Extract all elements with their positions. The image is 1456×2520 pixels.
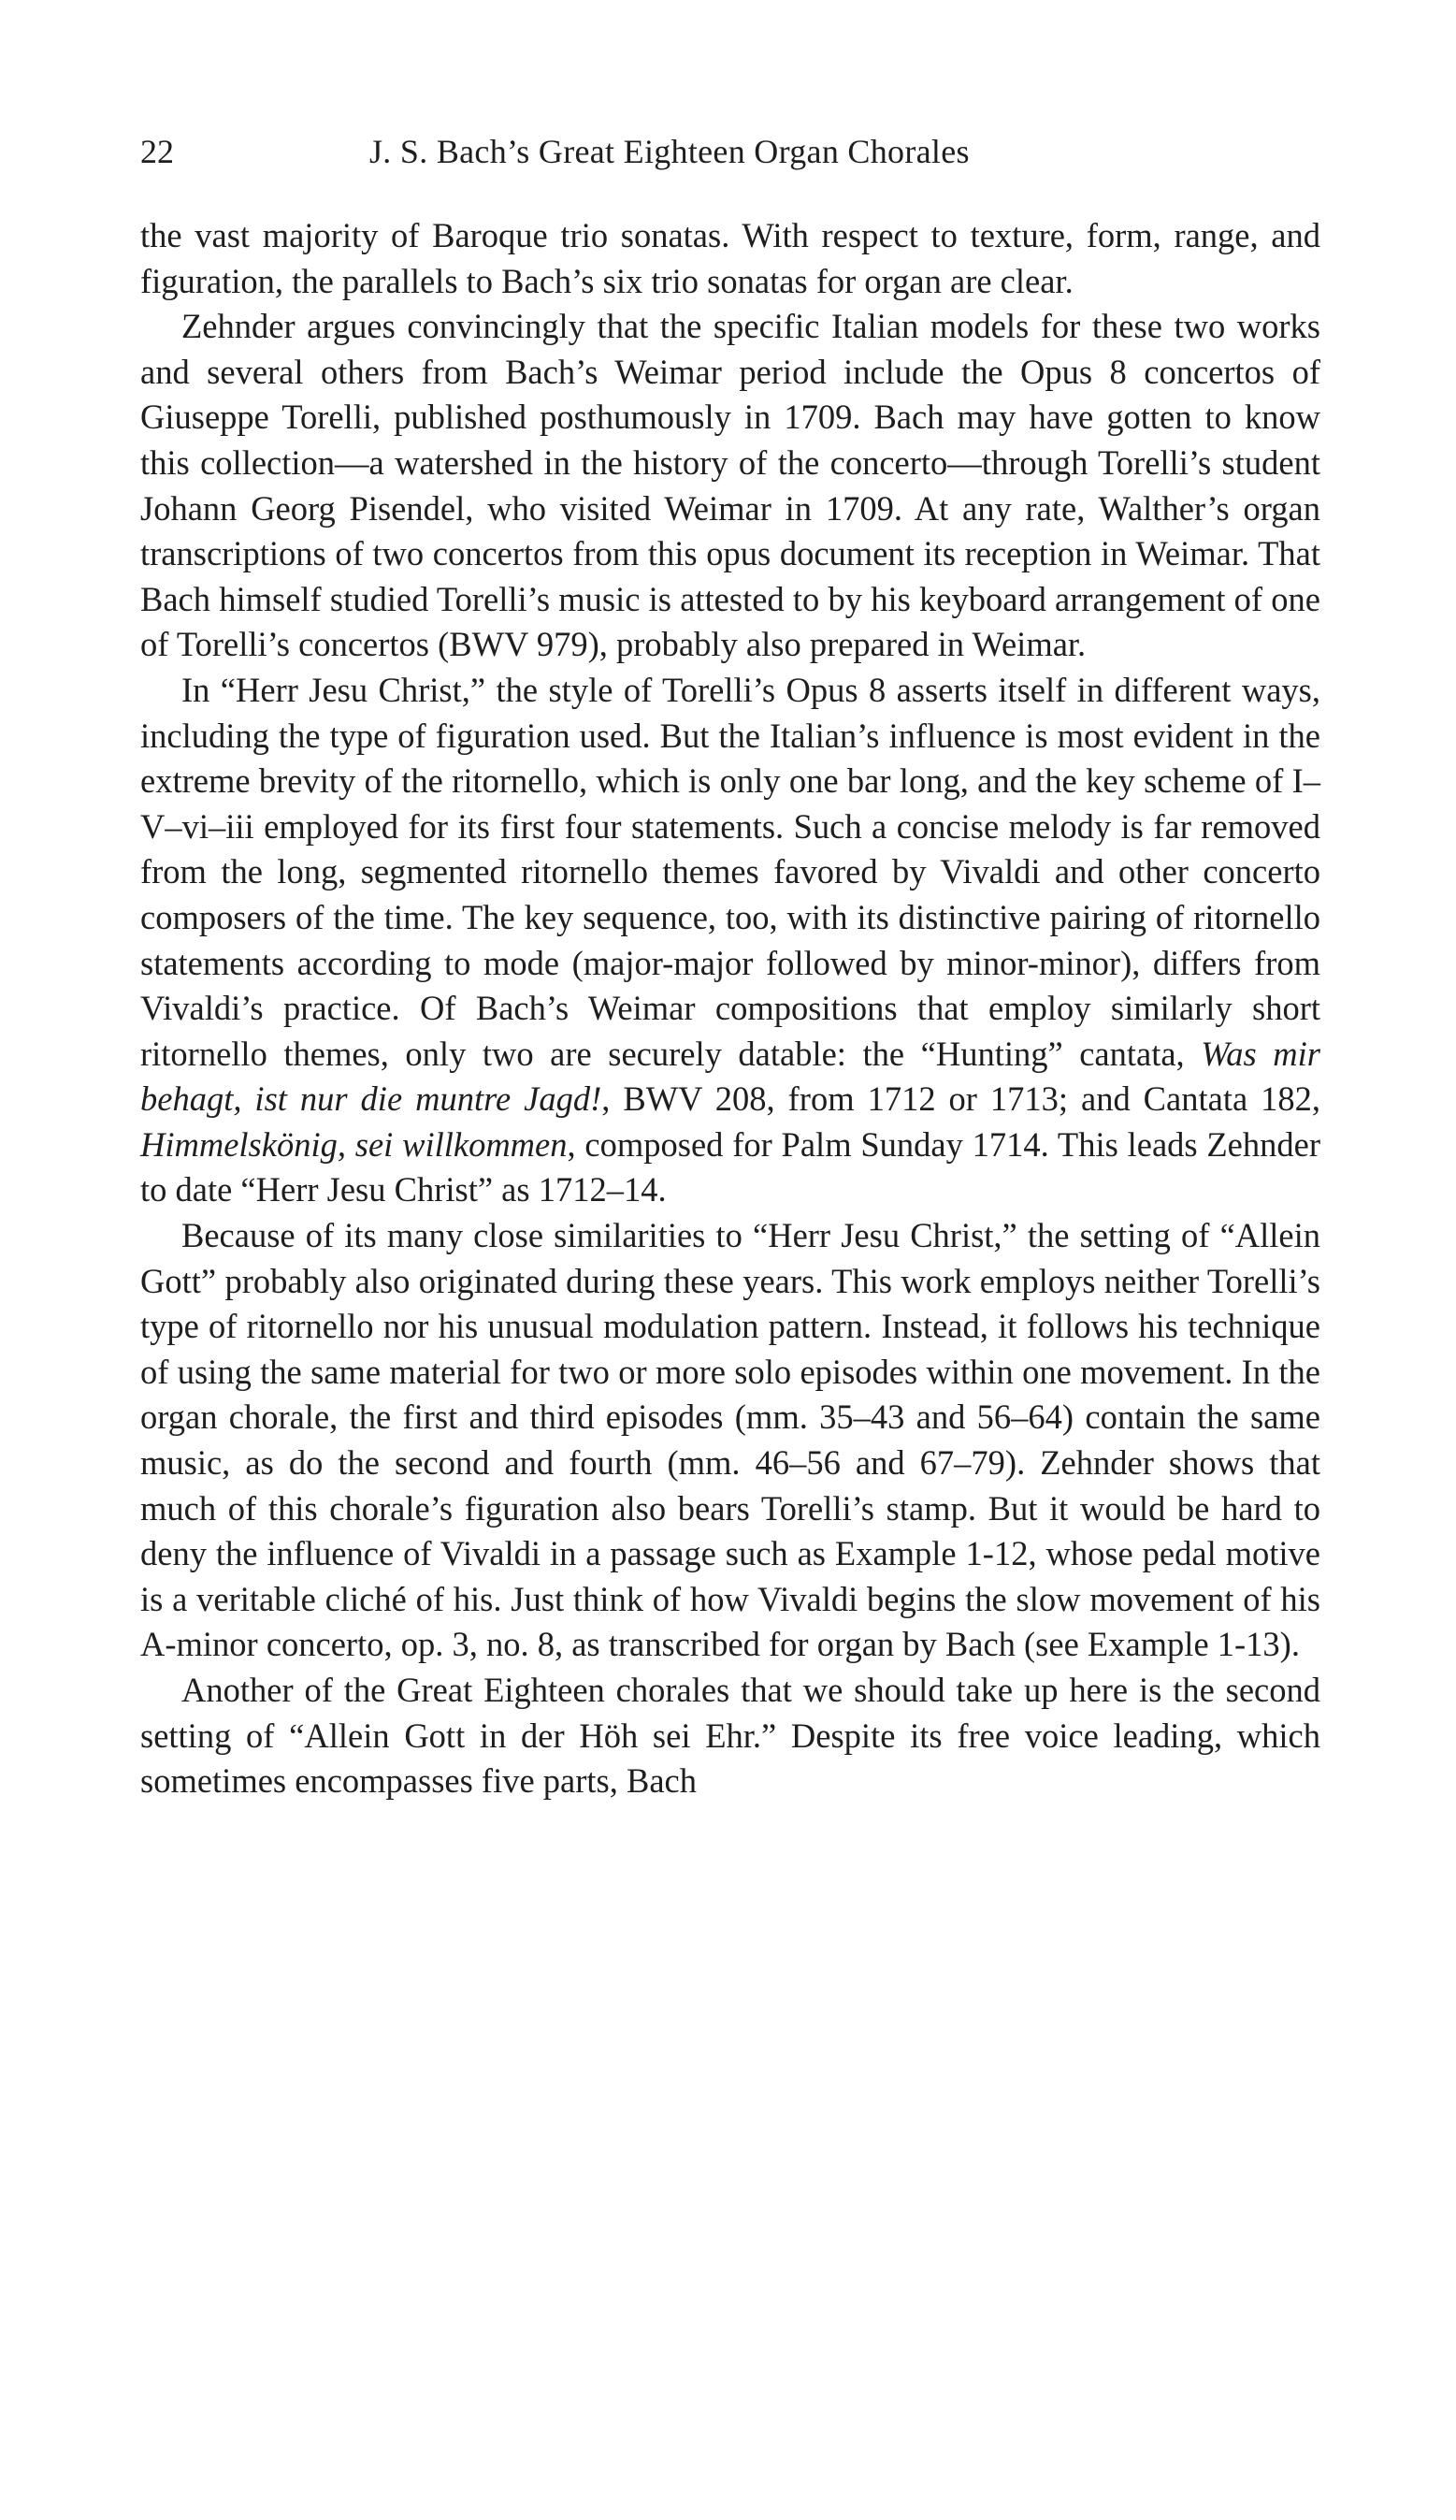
body-text xyxy=(140,213,1320,1804)
paragraph-3 xyxy=(140,668,1320,1213)
page-number: 22 xyxy=(140,133,174,170)
paragraph-3-text-a: In “Herr Jesu Christ,” the style of Torelli’s Opus 8 asserts itself in different ways, including the type of figuration used. But the Italian’s influence is most evident in the extreme brevity of the ritornello, which is only one bar long, and the key scheme of I–V–vi–iii employed for its first four statements. Such a concise melody is far removed from the long, segmented ritornello themes favored by Vivaldi and other concerto composers of the time. The key sequence, too, with its distinctive pairing of ritornello statements according to mode (major-major followed by minor-minor), differs from Vivaldi’s practice. Of Bach’s Weimar compositions that employ similarly short ritornello themes, only two are securely datable: the “Hunting” cantata, xyxy=(140,670,1320,1073)
paragraph-3-text-c: , composed for Palm Sunday 1714. This leads Zehnder to date “Herr Jesu Christ” as 1712–14. xyxy=(140,1124,1320,1209)
cantata-title-himmelskonig: Himmelskönig, sei willkommen xyxy=(140,1124,568,1164)
paragraph-2: Zehnder argues convincingly that the specific Italian models for these two works and several others from Bach’s Weimar period include the Opus 8 concertos of Giuseppe Torelli, published posthumously in 1709. Bach may have gotten to know this collection—a watershed in the history of the concerto—through Torelli’s student Johann Georg Pisendel, who visited Weimar in 1709. At any rate, Walther’s organ transcriptions of two concertos from this opus document its reception in Weimar. That Bach himself studied Torelli’s music is attested to by his keyboard arrangement of one of Torelli’s concertos (BWV 979), probably also prepared in Weimar. xyxy=(140,307,1320,664)
paragraph-3-text-b: , BWV 208, from 1712 or 1713; and Cantata 182, xyxy=(601,1079,1321,1119)
running-header xyxy=(140,131,1320,187)
paragraph-1: the vast majority of Baroque trio sonatas. With respect to texture, form, range, and figuration, the parallels to Bach’s six trio sonatas for organ are clear. xyxy=(140,216,1320,300)
cantata-title-hunting: Was mir behagt, ist nur die muntre Jagd! xyxy=(140,1034,1320,1119)
paragraph-4: Because of its many close similarities to “Herr Jesu Christ,” the setting of “Allein Gott” probably also originated during these years. This work employs neither Torelli’s type of ritornello nor his unusual modulation pattern. Instead, it follows his technique of using the same material for two or more solo episodes within one movement. In the organ chorale, the first and third episodes (mm. 35–43 and 56–64) contain the same music, as do the second and fourth (mm. 46–56 and 67–79). Zehnder shows that much of this chorale’s figuration also bears Torelli’s stamp. But it would be hard to deny the influence of Vivaldi in a passage such as Example 1-12, whose pedal motive is a veritable cliché of his. Just think of how Vivaldi begins the slow movement of his A-minor concerto, op. 3, no. 8, as transcribed for organ by Bach (see Example 1-13). xyxy=(140,1216,1320,1664)
book-page xyxy=(140,131,1320,1804)
paragraph-5: Another of the Great Eighteen chorales that we should take up here is the second setting of “Allein Gott in der Höh sei Ehr.” Despite its free voice leading, which sometimes encompasses five parts, Bach xyxy=(140,1671,1320,1801)
running-title: J. S. Bach’s Great Eighteen Organ Chorales xyxy=(369,133,970,170)
